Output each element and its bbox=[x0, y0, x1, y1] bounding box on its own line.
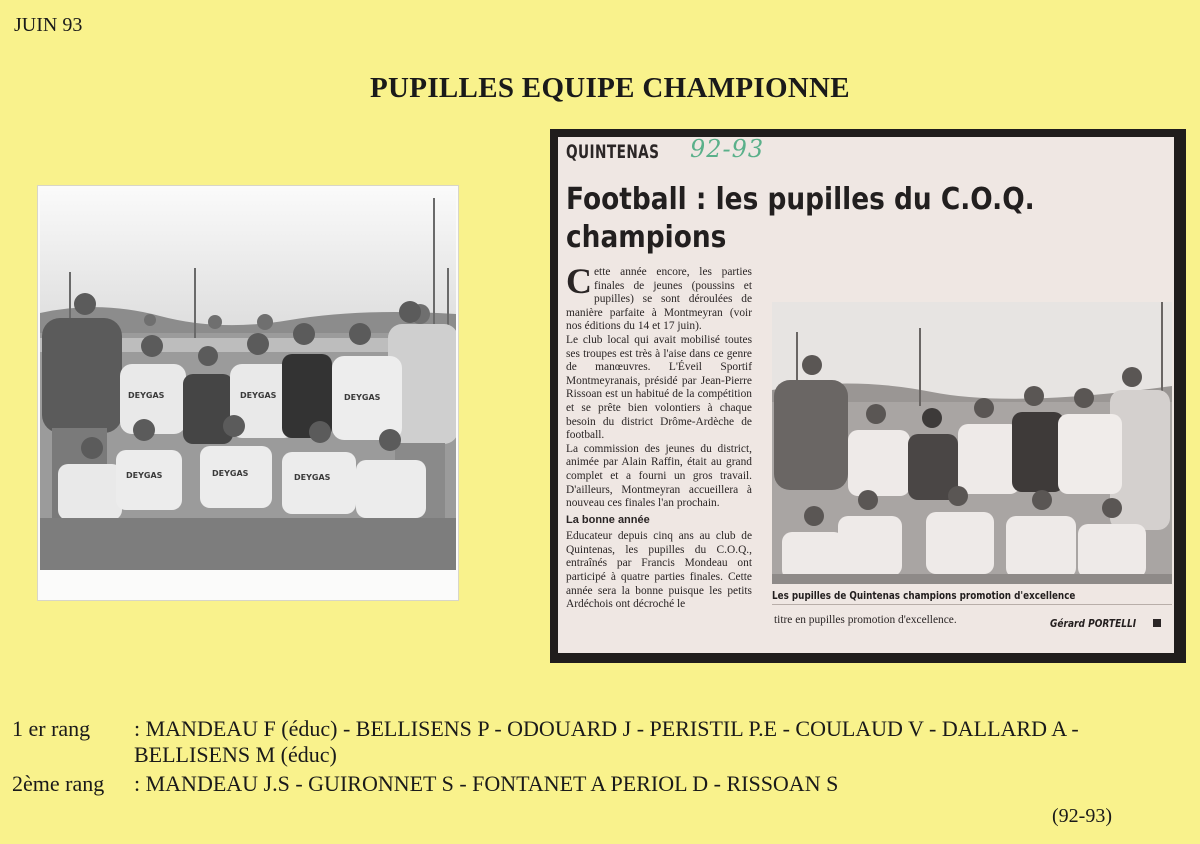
rank1-names-continued: BELLISENS M (éduc) bbox=[134, 742, 337, 767]
jersey-text: DEYGAS bbox=[294, 473, 331, 482]
article-paragraph: Educateur depuis cinq ans au club de Quintenas, les pupilles du C.O.Q., entraînés par Francis Mondeau ont participé à quatre parties finales. Cette année sera la bonne puisque les petits Ardéchois ont décroché le bbox=[566, 530, 752, 611]
jersey-text: DEYGAS bbox=[128, 391, 165, 400]
season-label: (92-93) bbox=[1052, 805, 1112, 827]
article-paragraph bbox=[566, 261, 752, 334]
jersey-text: DEYGAS bbox=[240, 391, 277, 400]
article-subhead: La bonne année bbox=[566, 513, 650, 526]
rank2-names: : MANDEAU J.S - GUIRONNET S - FONTANET A PERIOL D - RISSOAN S bbox=[134, 771, 839, 796]
jersey-text: DEYGAS bbox=[126, 471, 163, 480]
headline-line-2: champions bbox=[566, 220, 727, 255]
handwritten-note: 92-93 bbox=[690, 137, 765, 163]
article-paragraph: La commission des jeunes du district, animée par Alain Raffin, était au grand complet et a fourni un gros travail. D'ailleurs, Montmeyran accueillera à nouveau ces finales l'an prochain. bbox=[566, 442, 752, 510]
drop-cap: C bbox=[566, 261, 592, 301]
clipping-headline bbox=[566, 181, 1059, 257]
rank1-names: : MANDEAU F (éduc) - BELLISENS P - ODOUARD J - PERISTIL P.E - COULAUD V - DALLARD A - bbox=[134, 716, 1079, 741]
article-body bbox=[566, 261, 752, 612]
article-text: ette année encore, les parties finales de jeunes (poussins et pupilles) se sont déroulées de manière parfaite à Montmeyran (voir nos éditions du 14 et 17 juin). bbox=[566, 266, 752, 333]
date-label: JUIN 93 bbox=[14, 14, 83, 36]
headline-line-1: Football : les pupilles du C.O.Q. bbox=[566, 182, 1035, 217]
clipping-kicker: QUINTENAS bbox=[566, 141, 660, 163]
page-title: PUPILLES EQUIPE CHAMPIONNE bbox=[370, 72, 850, 104]
clipping-photo-image bbox=[772, 302, 1172, 584]
rank1-label: 1 er rang bbox=[12, 716, 91, 741]
team-photo-image bbox=[40, 188, 456, 570]
team-photo bbox=[40, 188, 456, 570]
newspaper-clipping bbox=[558, 137, 1174, 653]
jersey-text: DEYGAS bbox=[344, 393, 381, 402]
clipping-photo bbox=[772, 302, 1172, 584]
jersey-text: DEYGAS bbox=[212, 469, 249, 478]
end-mark bbox=[1153, 619, 1161, 627]
article-continuation: titre en pupilles promotion d'excellence. bbox=[774, 614, 957, 626]
photo-caption: Les pupilles de Quintenas champions promotion d'excellence bbox=[772, 589, 1076, 602]
caption-divider bbox=[772, 604, 1172, 605]
author-byline: Gérard PORTELLI bbox=[1050, 617, 1137, 630]
rank2-label: 2ème rang bbox=[12, 771, 105, 796]
article-paragraph: Le club local qui avait mobilisé toutes ses troupes est très à l'aise dans ce genre de manœuvres. L'Éveil Sportif Montmeyranais, présidé par Jean-Pierre Rissoan est un habitué de la compétition et se prête bien volontiers à chaque besoin du district Drôme-Ardèche de football. bbox=[566, 333, 752, 442]
team-photo-frame bbox=[38, 186, 458, 600]
